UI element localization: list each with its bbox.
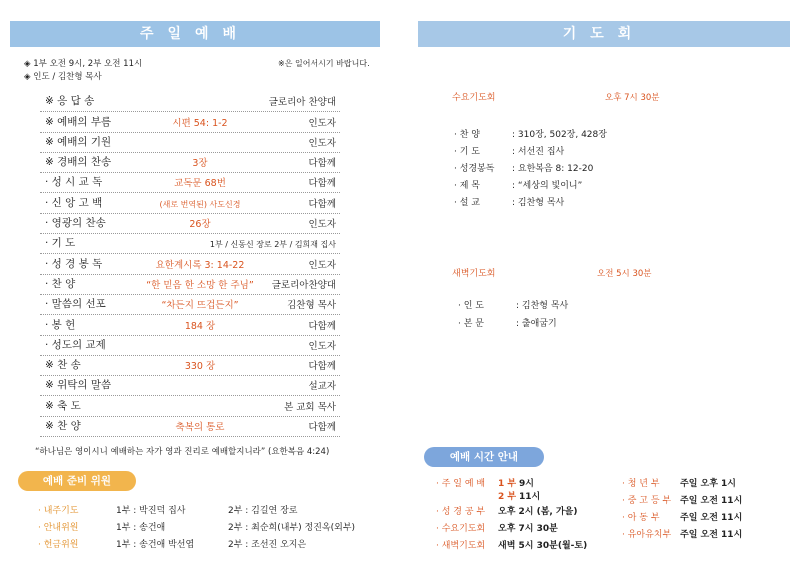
wednesday-item xyxy=(454,178,582,191)
schedule-row xyxy=(436,504,577,517)
order-label: ※ 예배의 기원 xyxy=(45,135,112,148)
order-detail: 시편 54: 1-2 xyxy=(172,117,228,129)
order-label: ※ 경배의 찬송 xyxy=(45,156,112,169)
schedule-row xyxy=(436,521,558,534)
schedule-time: 주일 오전 11시 xyxy=(680,513,743,523)
order-label: · 영광의 찬송 xyxy=(45,217,106,230)
item-key: · 설 교 xyxy=(454,198,480,208)
item-value: : 김찬형 목사 xyxy=(516,301,569,311)
order-detail: 330 장 xyxy=(184,361,216,373)
schedule-category: · 아 동 부 xyxy=(622,513,660,523)
schedule-time: 9시 xyxy=(518,479,534,489)
order-performer: 인도자 xyxy=(308,340,336,352)
schedule-title: 예배 시간 안내 xyxy=(424,447,544,467)
order-detail: 3장 xyxy=(192,158,208,170)
prayer-meeting-banner: 기도회 xyxy=(418,21,790,47)
schedule-category: · 수요기도회 xyxy=(436,524,486,534)
item-key: · 찬 양 xyxy=(454,130,480,140)
order-row xyxy=(40,193,340,213)
item-value: : 310장, 502장, 428장 xyxy=(512,130,607,140)
schedule-part: 2 부 xyxy=(498,492,517,502)
order-performer: 1부 / 신동신 장로 2부 / 김희재 집사 xyxy=(209,240,336,250)
schedule-time: 새벽 5시 30분(월-토) xyxy=(498,541,588,551)
order-performer: 인도자 xyxy=(308,219,336,231)
order-row xyxy=(40,275,340,295)
order-performer: 글로리아찬양대 xyxy=(271,279,336,291)
order-label: · 기 도 xyxy=(45,237,76,250)
schedule-time: 오후 2시 (봄, 가을) xyxy=(498,507,578,517)
order-detail: 26장 xyxy=(189,219,211,231)
order-row xyxy=(40,254,340,274)
schedule-row xyxy=(436,476,534,489)
schedule-time: 11시 xyxy=(518,492,541,502)
item-value: : 요한복음 8: 12-20 xyxy=(512,164,594,174)
order-detail: 184 장 xyxy=(184,320,216,332)
order-label: ※ 찬 송 xyxy=(45,359,81,372)
order-row xyxy=(40,295,340,315)
wednesday-item xyxy=(454,127,607,140)
committee-first-service: 1부 : 송건애 박선엽 xyxy=(116,540,195,550)
order-row xyxy=(40,92,340,112)
order-performer: 인도자 xyxy=(308,259,336,271)
committee-row xyxy=(38,520,368,534)
item-value: : 서선진 집사 xyxy=(512,147,565,157)
schedule-row xyxy=(436,489,540,502)
wednesday-item xyxy=(454,144,564,157)
order-label: ※ 응 답 송 xyxy=(45,95,95,108)
order-label: ※ 예배의 부름 xyxy=(45,115,112,128)
committee-second-service: 2부 : 조선진 오지은 xyxy=(228,540,307,550)
worship-banner: 주일예배 xyxy=(10,21,380,47)
order-label: · 신 앙 고 백 xyxy=(45,196,103,209)
order-row xyxy=(40,396,340,416)
order-row xyxy=(40,234,340,254)
order-row xyxy=(40,417,340,437)
item-key: · 제 목 xyxy=(454,181,480,191)
order-row xyxy=(40,214,340,234)
wednesday-item xyxy=(454,195,564,208)
order-performer: 다함께 xyxy=(308,320,336,332)
order-label: · 성 시 교 독 xyxy=(45,176,103,189)
committee-row xyxy=(38,503,368,517)
order-label: · 성도의 교제 xyxy=(45,338,106,351)
order-label: ※ 위탁의 말씀 xyxy=(45,379,112,392)
schedule-category: · 중 고 등 부 xyxy=(622,496,672,506)
item-key: · 본 문 xyxy=(458,319,484,329)
order-detail: 축복의 통로 xyxy=(175,422,225,434)
order-row xyxy=(40,376,340,396)
committee-row xyxy=(38,537,368,551)
wednesday-item xyxy=(454,161,593,174)
order-label: · 봉 헌 xyxy=(45,318,76,331)
wednesday-prayer-time: 오후 7시 30분 xyxy=(605,93,660,103)
service-times: 1부 오전 9시, 2부 오전 11시 xyxy=(33,59,143,69)
order-performer: 김찬형 목사 xyxy=(287,300,336,312)
order-performer: 인도자 xyxy=(308,117,336,129)
leader-line xyxy=(24,70,102,82)
order-row xyxy=(40,112,340,132)
schedule-category: · 새벽기도회 xyxy=(436,541,486,551)
diamond-icon: ◈ xyxy=(24,72,31,82)
order-performer: 본 교회 목사 xyxy=(284,401,336,413)
committee-category: · 헌금위원 xyxy=(38,540,79,550)
order-detail: 교독문 68번 xyxy=(174,178,226,190)
order-performer: 다함께 xyxy=(308,422,336,434)
order-detail: “차든지 뜨겁든지” xyxy=(161,300,239,312)
order-label: · 찬 양 xyxy=(45,277,76,290)
committee-category: · 내주기도 xyxy=(38,506,79,516)
schedule-row xyxy=(622,476,736,489)
order-label: · 성 경 봉 독 xyxy=(45,257,103,270)
order-row xyxy=(40,133,340,153)
dawn-item xyxy=(458,298,568,311)
schedule-time: 주일 오후 1시 xyxy=(680,479,736,489)
order-performer: 다함께 xyxy=(308,361,336,373)
order-label: · 말씀의 선포 xyxy=(45,298,106,311)
schedule-time: 주일 오전 11시 xyxy=(680,496,743,506)
schedule-time: 오후 7시 30분 xyxy=(498,524,558,534)
scripture-verse: “하나님은 영이시니 예배하는 자가 영과 진리로 예배할지니라” (요한복음 4:24) xyxy=(35,447,330,457)
item-key: · 성경봉독 xyxy=(454,164,495,174)
item-value: : “세상의 빛이니” xyxy=(512,181,583,191)
dawn-prayer-time: 오전 5시 30분 xyxy=(597,269,652,279)
order-performer: 다함께 xyxy=(308,178,336,190)
committee-second-service: 2부 : 김길연 장로 xyxy=(228,506,298,516)
order-label: ※ 찬 양 xyxy=(45,420,81,433)
order-row xyxy=(40,356,340,376)
committee-first-service: 1부 : 송건애 xyxy=(116,523,166,533)
item-value: : 김찬형 목사 xyxy=(512,198,565,208)
committee-first-service: 1부 : 박진덕 집사 xyxy=(116,506,186,516)
schedule-category: · 청 년 부 xyxy=(622,479,660,489)
order-performer: 인도자 xyxy=(308,137,336,149)
order-performer: 다함께 xyxy=(308,158,336,170)
schedule-part: 1 부 xyxy=(498,479,517,489)
order-of-service xyxy=(40,92,340,437)
order-row xyxy=(40,336,340,356)
order-performer: 글로리아 찬양대 xyxy=(268,97,336,109)
leader: 인도 / 김찬형 목사 xyxy=(33,72,102,82)
committee-category: · 안내위원 xyxy=(38,523,79,533)
order-detail: “한 믿음 한 소망 한 주님” xyxy=(146,279,254,291)
item-key: · 기 도 xyxy=(454,147,480,157)
committee-second-service: 2부 : 최순희(내부) 정진옥(외부) xyxy=(228,523,356,533)
order-performer: 다함께 xyxy=(308,198,336,210)
schedule-category: · 성 경 공 부 xyxy=(436,507,486,517)
schedule-row xyxy=(622,510,742,523)
schedule-category: · 주 일 예 배 xyxy=(436,479,486,489)
order-row xyxy=(40,315,340,335)
schedule-category: · 유아유치부 xyxy=(622,530,672,540)
dawn-prayer-title: 새벽기도회 xyxy=(452,269,496,279)
committee-title: 예배 준비 위원 xyxy=(18,471,136,491)
dawn-item xyxy=(458,316,557,329)
service-times-line xyxy=(24,57,142,69)
item-key: · 인 도 xyxy=(458,301,484,311)
standing-note: ※은 일어서시기 바랍니다. xyxy=(278,59,370,68)
wednesday-prayer-title: 수요기도회 xyxy=(452,93,496,103)
order-detail: (새로 번역된) 사도신경 xyxy=(159,199,241,209)
order-performer: 설교자 xyxy=(308,381,336,393)
item-value: : 출애굽기 xyxy=(516,319,557,329)
schedule-row xyxy=(436,538,587,551)
schedule-row xyxy=(622,493,742,506)
schedule-row xyxy=(622,527,742,540)
diamond-icon: ◈ xyxy=(24,59,31,69)
order-label: ※ 축 도 xyxy=(45,399,81,412)
order-row xyxy=(40,153,340,173)
schedule-time: 주일 오전 11시 xyxy=(680,530,743,540)
order-row xyxy=(40,173,340,193)
order-detail: 요한계시록 3: 14-22 xyxy=(155,259,245,271)
